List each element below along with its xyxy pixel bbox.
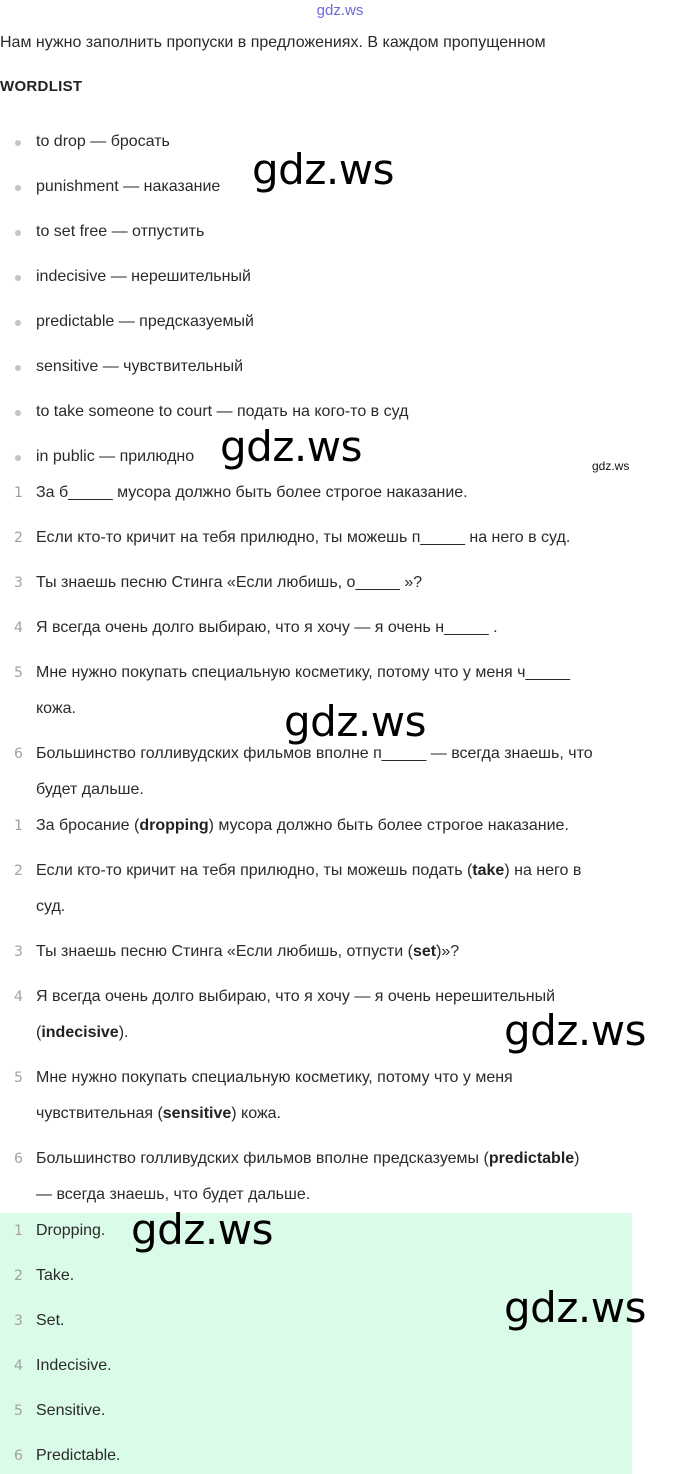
bullet-icon [15, 410, 21, 416]
watermark: gdz.ws [131, 1205, 273, 1254]
bullet-icon [15, 185, 21, 191]
watermark: gdz.ws [504, 1283, 646, 1332]
watermark: gdz.ws [504, 1006, 646, 1055]
answers-box [0, 1213, 632, 1474]
bullet-icon [15, 455, 21, 461]
bullet-icon [15, 275, 21, 281]
top-watermark: gdz.ws [316, 2, 364, 19]
bullet-icon [15, 140, 21, 146]
bullet-icon [15, 365, 21, 371]
watermark-small: gdz.ws [592, 459, 630, 473]
watermark: gdz.ws [252, 145, 394, 194]
intro-text: Нам нужно заполнить пропуски в предложениях. В каждом пропущенном [0, 34, 546, 51]
bullet-icon [15, 320, 21, 326]
watermark: gdz.ws [220, 422, 362, 471]
bullet-icon [15, 230, 21, 236]
wordlist-heading: WORDLIST [0, 78, 83, 95]
watermark: gdz.ws [284, 697, 426, 746]
